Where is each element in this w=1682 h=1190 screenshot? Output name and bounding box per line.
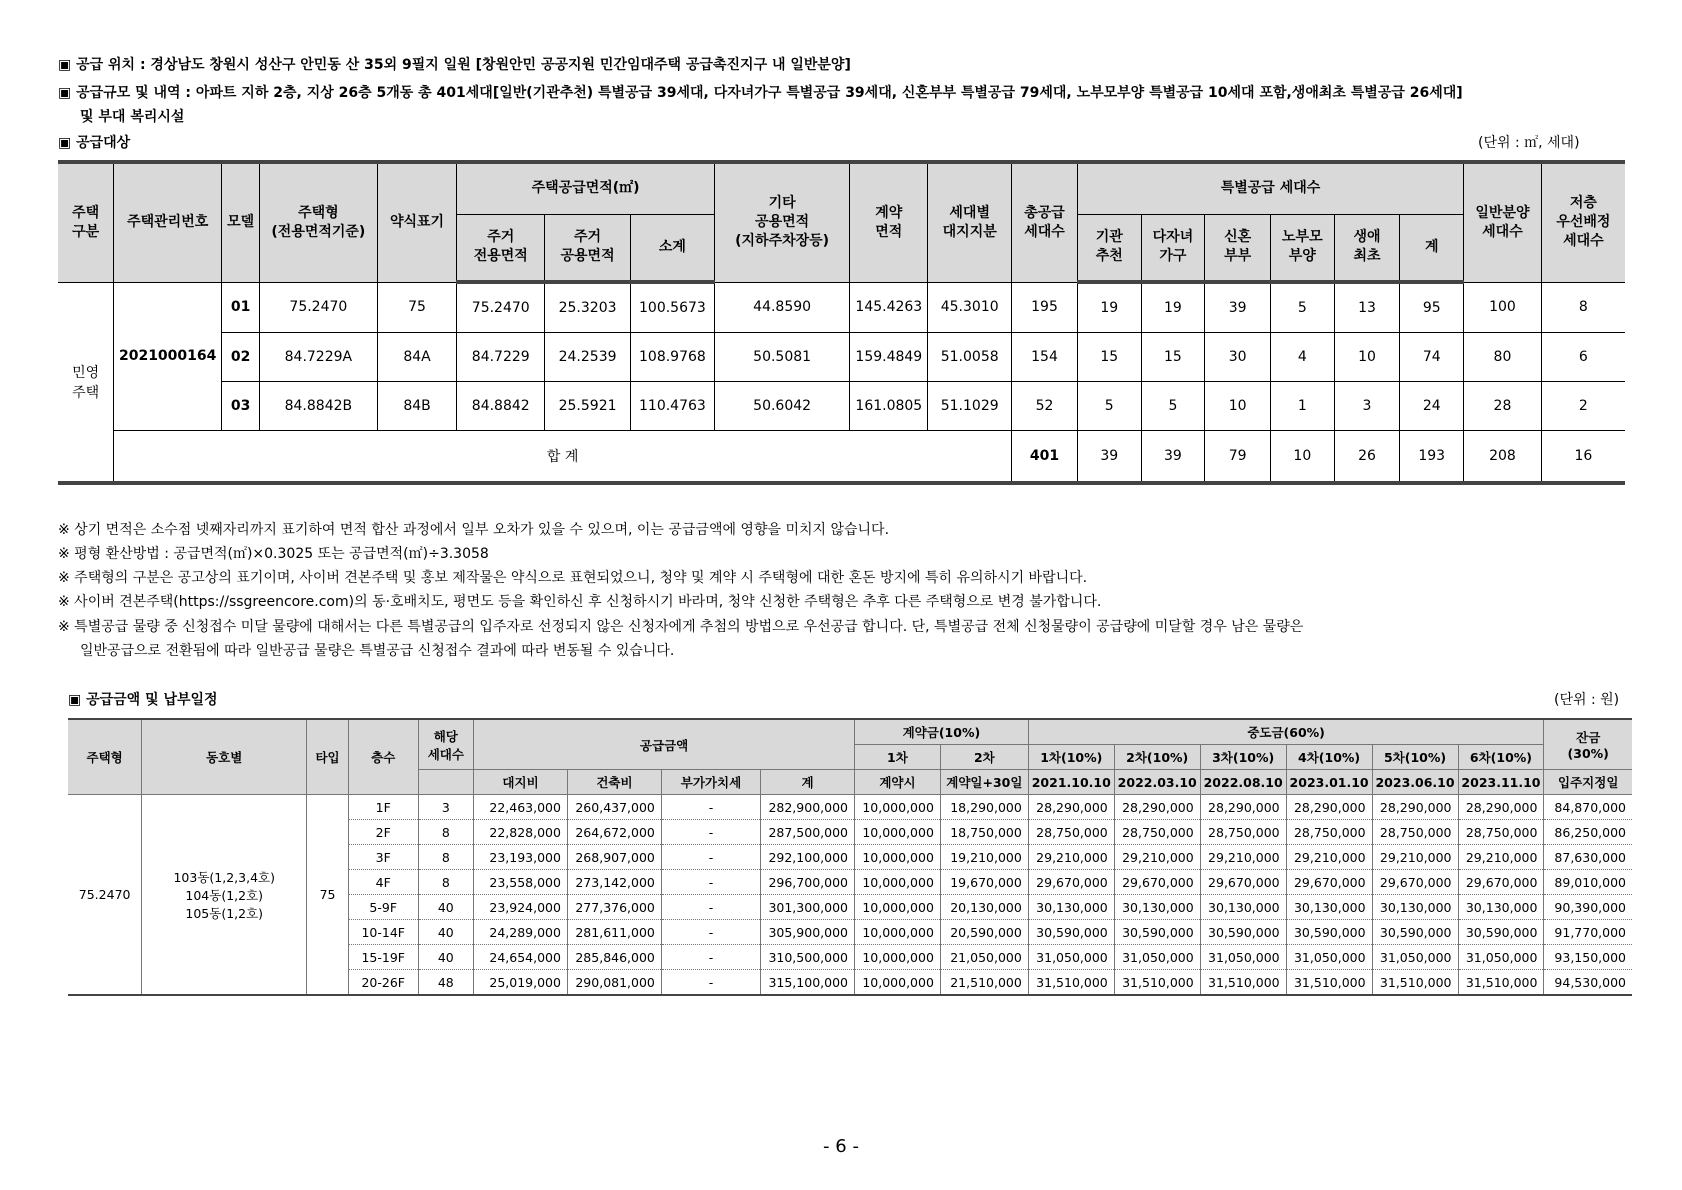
cell-org: 15 [1077, 333, 1141, 382]
cell-land: 24,654,000 [474, 945, 568, 970]
h2-vat: 부가가치세 [661, 770, 760, 795]
h2-balance-sub: 입주지정일 [1544, 770, 1632, 795]
note-2: ※ 평형 환산방법 : 공급면적(㎡)×0.3025 또는 공급면적(㎡)÷3.3058 [58, 546, 489, 562]
cell-mid: 30,590,000 [1114, 920, 1200, 945]
cell-model: 02 [222, 333, 260, 382]
cell-mid: 29,670,000 [1372, 870, 1458, 895]
cell-floor: 3F [348, 845, 418, 870]
cell-build: 260,437,000 [567, 795, 661, 820]
cell-balance: 93,150,000 [1544, 945, 1632, 970]
cell-balance: 90,390,000 [1544, 895, 1632, 920]
cell-land: 25,019,000 [474, 970, 568, 996]
cell-total: 154 [1012, 333, 1078, 382]
h-lowfloor: 저층 우선배정 세대수 [1541, 162, 1625, 282]
cell-general: 100 [1464, 282, 1542, 333]
cell-total: 292,100,000 [761, 845, 855, 870]
cell-balance: 89,010,000 [1544, 870, 1632, 895]
cell-mid: 31,050,000 [1372, 945, 1458, 970]
cell-balance: 86,250,000 [1544, 820, 1632, 845]
cell-vat: - [661, 970, 760, 996]
h-general: 일반분양 세대수 [1464, 162, 1542, 282]
h-contract-area: 계약 면적 [850, 162, 928, 282]
cell-mid: 30,130,000 [1372, 895, 1458, 920]
cell-model: 01 [222, 282, 260, 333]
cell-mid: 31,510,000 [1114, 970, 1200, 996]
cell-d2: 19,210,000 [940, 845, 1028, 870]
cell-mid: 31,510,000 [1028, 970, 1114, 996]
cell-total: 301,300,000 [761, 895, 855, 920]
cell-mid: 28,290,000 [1114, 795, 1200, 820]
cell-d2: 18,290,000 [940, 795, 1028, 820]
h-supply-area: 주택공급면적(㎡) [457, 162, 715, 214]
cell-first: 13 [1334, 282, 1400, 333]
cell-general: 28 [1464, 382, 1542, 431]
section-supply-target: ▣ 공급대상 [58, 135, 131, 151]
cell-build: 277,376,000 [567, 895, 661, 920]
h2-build: 건축비 [567, 770, 661, 795]
h2-d1: 1차 [854, 745, 940, 770]
cell-units: 40 [418, 895, 474, 920]
cell-total: 310,500,000 [761, 945, 855, 970]
h-org: 기관 추천 [1077, 214, 1141, 282]
cell-type: 75.2470 [68, 795, 142, 996]
h2-mid-date: 2021.10.10 [1028, 770, 1114, 795]
cell-floor: 1F [348, 795, 418, 820]
cell-excl: 84.8842 [457, 382, 545, 431]
h2-price: 공급금액 [474, 719, 855, 770]
cell-floor: 5-9F [348, 895, 418, 920]
cell-total: 315,100,000 [761, 970, 855, 996]
cell-multi: 19 [1141, 282, 1205, 333]
cell-org: 19 [1077, 282, 1141, 333]
cell-build: 264,672,000 [567, 820, 661, 845]
cell-land: 23,924,000 [474, 895, 568, 920]
cell-mid: 28,750,000 [1114, 820, 1200, 845]
sum-general: 208 [1464, 431, 1542, 484]
sum-total: 401 [1012, 431, 1078, 484]
page-number: - 6 - [823, 1136, 859, 1157]
cell-d2: 20,130,000 [940, 895, 1028, 920]
cell-floor: 4F [348, 870, 418, 895]
cell-floor: 15-19F [348, 945, 418, 970]
cell-mid: 31,050,000 [1458, 945, 1544, 970]
cell-mid: 31,510,000 [1458, 970, 1544, 996]
sum-low: 16 [1541, 431, 1625, 484]
note-5: ※ 특별공급 물량 중 신청접수 미달 물량에 대해서는 다른 특별공급의 입주자로 선정되지 않은 신청자에게 추첨의 방법으로 우선공급 합니다. 단, 특별공급 전체 신청물량이 공급량에 미달할 경우 남은 물량은 [58, 619, 1304, 635]
cell-mid: 29,210,000 [1200, 845, 1286, 870]
cell-total: 282,900,000 [761, 795, 855, 820]
cell-vat: - [661, 845, 760, 870]
h2-mid-label: 6차(10%) [1458, 745, 1544, 770]
cell-general: 80 [1464, 333, 1542, 382]
cell-d1: 10,000,000 [854, 970, 940, 996]
cell-vat: - [661, 795, 760, 820]
sum-sum: 193 [1400, 431, 1464, 484]
h-parents: 노부모 부양 [1270, 214, 1334, 282]
cell-mid: 29,670,000 [1200, 870, 1286, 895]
cell-low: 2 [1541, 382, 1625, 431]
cell-mid: 30,590,000 [1028, 920, 1114, 945]
cell-vat: - [661, 820, 760, 845]
cell-mid: 28,750,000 [1200, 820, 1286, 845]
cell-balance: 87,630,000 [1544, 845, 1632, 870]
cell-other: 50.6042 [714, 382, 850, 431]
cell-multi: 5 [1141, 382, 1205, 431]
h-type-group: 주택 구분 [58, 162, 114, 282]
cell-other: 50.5081 [714, 333, 850, 382]
h2-d1sub: 계약시 [854, 770, 940, 795]
cell-mid: 30,130,000 [1286, 895, 1372, 920]
cell-mid: 29,670,000 [1114, 870, 1200, 895]
cell-mid: 29,210,000 [1114, 845, 1200, 870]
cell-mid: 28,290,000 [1286, 795, 1372, 820]
table-row [68, 795, 1632, 820]
cell-land: 22,463,000 [474, 795, 568, 820]
cell-mid: 30,130,000 [1028, 895, 1114, 920]
cell-mid: 30,130,000 [1200, 895, 1286, 920]
cell-parents: 1 [1270, 382, 1334, 431]
cell-mid: 31,510,000 [1286, 970, 1372, 996]
h-housing-type: 주택형 (전용면적기준) [260, 162, 378, 282]
cell-other: 44.8590 [714, 282, 850, 333]
cell-balance: 84,870,000 [1544, 795, 1632, 820]
cell-mid: 29,210,000 [1286, 845, 1372, 870]
h2-middle: 중도금(60%) [1028, 719, 1544, 745]
cell-floor: 20-26F [348, 970, 418, 996]
h-common: 주거 공용면적 [545, 214, 631, 282]
h2-d2sub: 계약일+30일 [940, 770, 1028, 795]
cell-type: 84.7229A [260, 333, 378, 382]
h2-balance: 잔금 (30%) [1544, 719, 1632, 770]
cell-vat: - [661, 920, 760, 945]
h-other-area: 기타 공용면적 (지하주차장등) [714, 162, 850, 282]
cell-mid: 28,750,000 [1458, 820, 1544, 845]
h2-total: 계 [761, 770, 855, 795]
cell-d2: 21,510,000 [940, 970, 1028, 996]
h2-type: 주택형 [68, 719, 142, 795]
h2-mid-date: 2022.08.10 [1200, 770, 1286, 795]
cell-units: 8 [418, 820, 474, 845]
h2-mid-date: 2022.03.10 [1114, 770, 1200, 795]
note-5-cont: 일반공급으로 전환됨에 따라 일반공급 물량은 특별공급 신청접수 결과에 따라 변동될 수 있습니다. [80, 643, 675, 659]
cell-build: 285,846,000 [567, 945, 661, 970]
unit-label-2: (단위 : 원) [1554, 692, 1620, 708]
h2-mid-date: 2023.11.10 [1458, 770, 1544, 795]
cell-parents: 5 [1270, 282, 1334, 333]
cell-build: 290,081,000 [567, 970, 661, 996]
cell-mid: 31,050,000 [1028, 945, 1114, 970]
cell-floor: 2F [348, 820, 418, 845]
cell-d2: 19,670,000 [940, 870, 1028, 895]
cell-land: 51.0058 [928, 333, 1012, 382]
note-3: ※ 주택형의 구분은 공고상의 표기이며, 사이버 견본주택 및 홍보 제작물은 약식으로 표현되었으니, 청약 및 계약 시 주택형에 대한 혼돈 방지에 특히 유의하시기 바랍니다. [58, 570, 1088, 586]
cell-units: 3 [418, 795, 474, 820]
cell-vat: - [661, 895, 760, 920]
sum-org: 39 [1077, 431, 1141, 484]
cell-short: 75 [377, 282, 457, 333]
cell-subtotal: 110.4763 [630, 382, 714, 431]
cell-d2: 18,750,000 [940, 820, 1028, 845]
cell-common: 25.5921 [545, 382, 631, 431]
supply-target-table [58, 160, 1625, 485]
sum-newlywed: 79 [1205, 431, 1271, 484]
supply-scale: ▣ 공급규모 및 내역 : 아파트 지하 2층, 지상 26층 5개동 총 401세대[일반(기관추천) 특별공급 39세대, 다자녀가구 특별공급 39세대, 신혼부부 특별공급 79세대, 노부모부양 특별공급 10세대 포함,생애최초 특별공급 26세대] [58, 85, 1463, 101]
h-model: 모델 [222, 162, 260, 282]
h-multi: 다자녀 가구 [1141, 214, 1205, 282]
cell-d1: 10,000,000 [854, 795, 940, 820]
h2-dong: 동호별 [142, 719, 307, 795]
h2-mid-label: 2차(10%) [1114, 745, 1200, 770]
sum-multi: 39 [1141, 431, 1205, 484]
cell-balance: 94,530,000 [1544, 970, 1632, 996]
cell-mid: 30,590,000 [1200, 920, 1286, 945]
section-price-schedule: ▣ 공급금액 및 납부일정 [68, 692, 218, 708]
cell-units: 40 [418, 945, 474, 970]
cell-total: 195 [1012, 282, 1078, 333]
cell-mid: 30,590,000 [1372, 920, 1458, 945]
h-exclusive: 주거 전용면적 [457, 214, 545, 282]
cell-total: 305,900,000 [761, 920, 855, 945]
h2-mid-label: 5차(10%) [1372, 745, 1458, 770]
cell-mid: 28,290,000 [1458, 795, 1544, 820]
cell-short: 84A [377, 333, 457, 382]
cell-mid: 31,050,000 [1200, 945, 1286, 970]
cell-newlywed: 30 [1205, 333, 1271, 382]
table-row [58, 333, 1625, 382]
cell-land: 23,558,000 [474, 870, 568, 895]
sum-first: 26 [1334, 431, 1400, 484]
cell-mid: 29,210,000 [1372, 845, 1458, 870]
cell-land: 23,193,000 [474, 845, 568, 870]
cell-mid: 29,670,000 [1458, 870, 1544, 895]
price-schedule-table [68, 718, 1632, 996]
h-land-share: 세대별 대지지분 [928, 162, 1012, 282]
cell-mid: 28,750,000 [1028, 820, 1114, 845]
cell-short: 84B [377, 382, 457, 431]
cell-units: 48 [418, 970, 474, 996]
h2-mid-label: 3차(10%) [1200, 745, 1286, 770]
cell-mid: 30,590,000 [1458, 920, 1544, 945]
cell-build: 268,907,000 [567, 845, 661, 870]
cell-org: 5 [1077, 382, 1141, 431]
cell-sum: 24 [1400, 382, 1464, 431]
h-special: 특별공급 세대수 [1077, 162, 1463, 214]
cell-mid: 29,210,000 [1458, 845, 1544, 870]
sum-row [58, 431, 1625, 484]
cell-contract: 161.0805 [850, 382, 928, 431]
cell-type: 75.2470 [260, 282, 378, 333]
h2-tip: 타입 [307, 719, 349, 795]
sum-parents: 10 [1270, 431, 1334, 484]
cell-d1: 10,000,000 [854, 895, 940, 920]
h2-units: 해당 세대수 [418, 719, 474, 770]
cell-d1: 10,000,000 [854, 820, 940, 845]
cell-subtotal: 108.9768 [630, 333, 714, 382]
h-short: 약식표기 [377, 162, 457, 282]
h-newlywed: 신혼 부부 [1205, 214, 1271, 282]
table-row [58, 282, 1625, 333]
h2-mid-label: 4차(10%) [1286, 745, 1372, 770]
cell-low: 8 [1541, 282, 1625, 333]
group-label: 민영 주택 [58, 282, 114, 483]
supply-location: ▣ 공급 위치 : 경상남도 창원시 성산구 안민동 산 35외 9필지 일원 [창원안민 공공지원 민간임대주택 공급촉진지구 내 일반분양] [58, 57, 851, 73]
cell-newlywed: 10 [1205, 382, 1271, 431]
cell-total: 52 [1012, 382, 1078, 431]
cell-mid: 28,290,000 [1200, 795, 1286, 820]
cell-mid: 31,050,000 [1114, 945, 1200, 970]
h-total-supply: 총공급 세대수 [1012, 162, 1078, 282]
cell-units: 8 [418, 870, 474, 895]
cell-first: 10 [1334, 333, 1400, 382]
cell-dong: 103동(1,2,3,4호) 104동(1,2호) 105동(1,2호) [142, 795, 307, 996]
h-mgmt-no: 주택관리번호 [114, 162, 222, 282]
cell-excl: 75.2470 [457, 282, 545, 333]
cell-low: 6 [1541, 333, 1625, 382]
cell-mid: 30,590,000 [1286, 920, 1372, 945]
cell-d1: 10,000,000 [854, 945, 940, 970]
cell-mid: 28,750,000 [1372, 820, 1458, 845]
h2-mid-date: 2023.01.10 [1286, 770, 1372, 795]
h-subtotal: 소계 [630, 214, 714, 282]
note-4: ※ 사이버 견본주택(https://ssgreencore.com)의 동·호배치도, 평면도 등을 확인하신 후 신청하시기 바라며, 청약 신청한 주택형은 추후 다른 주택형으로 변경 불가합니다. [58, 594, 1102, 610]
cell-mid: 28,290,000 [1028, 795, 1114, 820]
cell-mid: 28,750,000 [1286, 820, 1372, 845]
cell-d2: 20,590,000 [940, 920, 1028, 945]
cell-mid: 29,670,000 [1028, 870, 1114, 895]
cell-d1: 10,000,000 [854, 920, 940, 945]
h-sum: 계 [1400, 214, 1464, 282]
h-first: 생애 최초 [1334, 214, 1400, 282]
cell-parents: 4 [1270, 333, 1334, 382]
cell-mid: 29,670,000 [1286, 870, 1372, 895]
cell-d1: 10,000,000 [854, 870, 940, 895]
cell-units: 8 [418, 845, 474, 870]
cell-units: 40 [418, 920, 474, 945]
cell-total: 296,700,000 [761, 870, 855, 895]
cell-multi: 15 [1141, 333, 1205, 382]
cell-sum: 95 [1400, 282, 1464, 333]
cell-build: 281,611,000 [567, 920, 661, 945]
h2-mid-date: 2023.06.10 [1372, 770, 1458, 795]
cell-mid: 29,210,000 [1028, 845, 1114, 870]
cell-land: 45.3010 [928, 282, 1012, 333]
cell-mid: 28,290,000 [1372, 795, 1458, 820]
cell-total: 287,500,000 [761, 820, 855, 845]
cell-balance: 91,770,000 [1544, 920, 1632, 945]
cell-mid: 31,510,000 [1200, 970, 1286, 996]
cell-land: 24,289,000 [474, 920, 568, 945]
cell-mid: 30,130,000 [1458, 895, 1544, 920]
cell-first: 3 [1334, 382, 1400, 431]
cell-subtotal: 100.5673 [630, 282, 714, 333]
h2-floor: 층수 [348, 719, 418, 795]
cell-d2: 21,050,000 [940, 945, 1028, 970]
table-row [58, 382, 1625, 431]
h2-d2: 2차 [940, 745, 1028, 770]
cell-type: 84.8842B [260, 382, 378, 431]
h2-mid-label: 1차(10%) [1028, 745, 1114, 770]
cell-mid: 31,510,000 [1372, 970, 1458, 996]
cell-contract: 159.4849 [850, 333, 928, 382]
cell-build: 273,142,000 [567, 870, 661, 895]
h2-landcost: 대지비 [474, 770, 568, 795]
cell-excl: 84.7229 [457, 333, 545, 382]
cell-vat: - [661, 945, 760, 970]
cell-vat: - [661, 870, 760, 895]
cell-common: 25.3203 [545, 282, 631, 333]
cell-land: 51.1029 [928, 382, 1012, 431]
mgmt-no: 2021000164 [114, 282, 222, 431]
cell-mid: 31,050,000 [1286, 945, 1372, 970]
cell-mid: 30,130,000 [1114, 895, 1200, 920]
note-1: ※ 상기 면적은 소수점 넷째자리까지 표기하여 면적 합산 과정에서 일부 오차가 있을 수 있으며, 이는 공급금액에 영향을 미치지 않습니다. [58, 522, 890, 538]
cell-floor: 10-14F [348, 920, 418, 945]
cell-d1: 10,000,000 [854, 845, 940, 870]
sum-label: 합 계 [114, 431, 1012, 484]
cell-sum: 74 [1400, 333, 1464, 382]
cell-common: 24.2539 [545, 333, 631, 382]
cell-contract: 145.4263 [850, 282, 928, 333]
cell-land: 22,828,000 [474, 820, 568, 845]
unit-label-1: (단위 : ㎡, 세대) [1478, 135, 1580, 151]
cell-model: 03 [222, 382, 260, 431]
cell-newlywed: 39 [1205, 282, 1271, 333]
supply-scale-cont: 및 부대 복리시설 [80, 109, 185, 125]
h2-deposit: 계약금(10%) [854, 719, 1028, 745]
cell-tip: 75 [307, 795, 349, 996]
h2-units-cont [418, 770, 474, 795]
